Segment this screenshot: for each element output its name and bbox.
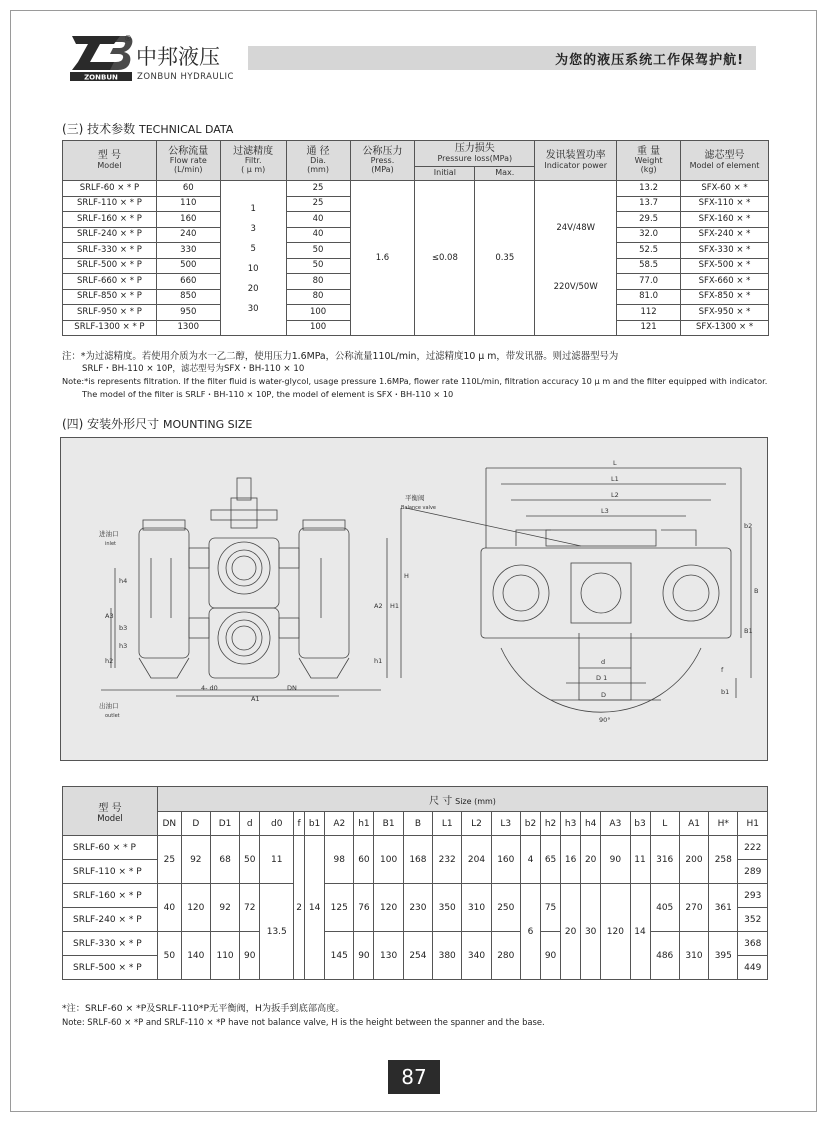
svg-text:进油口: 进油口 <box>99 530 119 538</box>
mount-section-title <box>62 415 252 432</box>
cell-loss-initial: ≤0.08 <box>415 181 475 336</box>
th-initial: Initial <box>415 167 475 181</box>
table-row: SRLF-660 × * P 660 80 77.0 SFX-660 × * <box>63 274 769 290</box>
svg-text:b3: b3 <box>119 624 128 632</box>
cell-weight: 13.2 <box>617 181 681 197</box>
svg-text:h4: h4 <box>119 577 128 585</box>
svg-text:b2: b2 <box>744 522 753 530</box>
technical-data-table <box>62 140 769 336</box>
svg-text:h1: h1 <box>374 657 383 665</box>
table-row: SRLF-500 × * P 500 50 58.5 SFX-500 × * <box>63 258 769 274</box>
th-filtr: 过滤精度 Filtr. ( μ m) <box>220 141 286 181</box>
note-en-2: The model of the filter is SRLF・BH-110 × 10P, the model of element is SFX・BH-110 × 10 <box>82 389 454 399</box>
tech-section-title <box>62 120 233 137</box>
table-row: SRLF-850 × * P 850 80 81.0 SFX-850 × * <box>63 289 769 305</box>
svg-text:d: d <box>601 658 606 666</box>
table-row: SRLF-1300 × * P 1300 100 121 SFX-1300 × * <box>63 320 769 336</box>
brand-en: ZONBUN HYDRAULIC <box>137 72 234 82</box>
th-flow: 公称流量 Flow rate (L/min) <box>156 141 220 181</box>
svg-text:L1: L1 <box>611 475 619 483</box>
svg-text:D: D <box>601 691 607 699</box>
th-model: 型 号 Model <box>63 141 157 181</box>
cell-element: SFX-60 × * <box>681 181 769 197</box>
brand-cn: 中邦液压 <box>136 45 220 69</box>
brand-logo <box>70 32 250 86</box>
svg-text:L3: L3 <box>601 507 609 515</box>
cell-dia: 25 <box>286 181 350 197</box>
svg-text:f: f <box>721 666 724 674</box>
table-row: SRLF-240 × * P 352 <box>63 908 768 932</box>
svg-text:出油口: 出油口 <box>99 702 119 710</box>
table-row: SRLF-110 × * P 110 25 13.7 SFX-110 × * <box>63 196 769 212</box>
table-row: SRLF-160 × * P 160 40 29.5 SFX-160 × * <box>63 212 769 228</box>
note-cn-1: 注：*为过滤精度。若使用介质为水一乙二醇，使用压力1.6MPa，公称流量110L/min，过滤精度10 μ m，带发讯器。则过滤器型号为 <box>62 351 619 362</box>
note-cn-2: SRLF・BH-110 × 10P，滤芯型号为SFX・BH-110 × 10 <box>82 364 305 374</box>
logo-sub-text: ZONBUN <box>84 73 118 82</box>
registered-mark: ® <box>124 34 132 43</box>
mounting-drawing <box>60 437 768 761</box>
table-row: SRLF-330 × * P 50 140 110 90 145 90 130 254 380 340 280 90 486 310 395 368 <box>63 932 768 956</box>
mount-title-en: MOUNTING SIZE <box>163 418 253 431</box>
svg-text:inlet: inlet <box>105 541 116 547</box>
tech-title-en: TECHNICAL DATA <box>139 123 234 136</box>
note2-cn: *注：SRLF-60 × *P及SRLF-110*P无平衡阀，H为扳手到底部高度。 <box>62 1003 345 1014</box>
cell-filtr: 1 3 5 10 20 30 <box>220 181 286 336</box>
svg-text:平衡阀: 平衡阀 <box>405 494 425 502</box>
tech-title-cn: (三) 技术参数 <box>62 122 136 136</box>
th-indicator: 发讯装置功率 Indicator power <box>535 141 617 181</box>
th-press: 公称压力 Press. (MPa) <box>350 141 415 181</box>
dimensions-table: 型 号 Model 尺 寸 Size (mm) DN D D1 d d0 f b1 A2 h1 B1 B L1 L2 L3 b2 h2 h3 h4 A3 b3 L A1 H* H1 SRLF-60 × * P 25 92 68 50 11 2 14 98 60 100 168 232 204 160 4 65 16 20 90 11 316 200 258 222 SRLF-110 × * P 289 SRLF-160 × * P 40 120 92 72 13.5 125 76 120 230 350 310 250 6 75 20 30 120 14 405 270 361 293 SRLF-240 × * P 352 SRLF-330 × * P 50 140 110 90 145 90 130 254 380 340 280 90 486 310 395 368 SRLF-500 × * P 449 <box>62 786 768 980</box>
th-element: 滤芯型号 Model of element <box>681 141 769 181</box>
svg-text:H: H <box>404 572 409 580</box>
note2-en: Note: SRLF-60 × *P and SRLF-110 × *P have not balance valve, H is the height between the spanner and the base. <box>62 1017 545 1027</box>
th-dia: 通 径 Dia. (mm) <box>286 141 350 181</box>
table-row: SRLF-110 × * P 289 <box>63 860 768 884</box>
filter-drawing-icon <box>61 438 767 760</box>
dims-th-size: 尺 寸 Size (mm) <box>158 787 768 812</box>
svg-text:Balance valve: Balance valve <box>401 505 436 511</box>
th-loss: 压力损失 Pressure loss(MPa) <box>415 141 535 167</box>
note-en-1: Note:*is represents filtration. If the filter fluid is water-glycol, usage pressure 1.6MPa, flower rate 110L/min, filtration accuracy 10 μ m and the filter equipped with indicator. <box>62 376 768 386</box>
table-row: SRLF-330 × * P 330 50 52.5 SFX-330 × * <box>63 243 769 259</box>
slogan: 为您的液压系统工作保驾护航! <box>555 53 744 68</box>
svg-text:A3: A3 <box>105 612 114 620</box>
cell-model: SRLF-60 × * P <box>63 181 157 197</box>
mount-title-cn: (四) 安装外形尺寸 <box>62 417 160 431</box>
cell-flow: 60 <box>156 181 220 197</box>
slogan-bar <box>248 46 756 70</box>
cell-loss-max: 0.35 <box>475 181 535 336</box>
table-row: SRLF-60 × * P 25 92 68 50 11 2 14 98 60 100 168 232 204 160 4 65 16 20 90 11 316 200 258 222 <box>63 836 768 860</box>
th-max: Max. <box>475 167 535 181</box>
table-row: SRLF-500 × * P 449 <box>63 956 768 980</box>
logo-mark-icon <box>70 32 250 82</box>
table-row: SRLF-950 × * P 950 100 112 SFX-950 × * <box>63 305 769 321</box>
svg-text:outlet: outlet <box>105 713 120 719</box>
dims-th-model: 型 号 Model <box>63 787 158 836</box>
svg-text:L2: L2 <box>611 491 619 499</box>
th-weight: 重 量 Weight (kg) <box>617 141 681 181</box>
svg-text:b1: b1 <box>721 688 730 696</box>
svg-text:90°: 90° <box>599 716 611 724</box>
cell-indicator: 24V/48W 220V/50W <box>535 181 617 336</box>
svg-text:A2: A2 <box>374 602 383 610</box>
svg-text:h2: h2 <box>105 657 114 665</box>
svg-text:L: L <box>613 459 617 467</box>
table-row: SRLF-240 × * P 240 40 32.0 SFX-240 × * <box>63 227 769 243</box>
svg-text:B: B <box>754 587 759 595</box>
page-number: 87 <box>388 1060 440 1094</box>
svg-text:4- d0: 4- d0 <box>201 684 218 692</box>
table-row <box>63 181 769 197</box>
table-row: SRLF-160 × * P 40 120 92 72 13.5 125 76 120 230 350 310 250 6 75 20 30 120 14 405 270 361 293 <box>63 884 768 908</box>
svg-text:A1: A1 <box>251 695 260 703</box>
svg-text:B1: B1 <box>744 627 753 635</box>
svg-text:D 1: D 1 <box>596 674 608 682</box>
svg-text:DN: DN <box>287 684 297 692</box>
svg-text:H1: H1 <box>390 602 400 610</box>
cell-pressure: 1.6 <box>350 181 415 336</box>
svg-text:h3: h3 <box>119 642 128 650</box>
